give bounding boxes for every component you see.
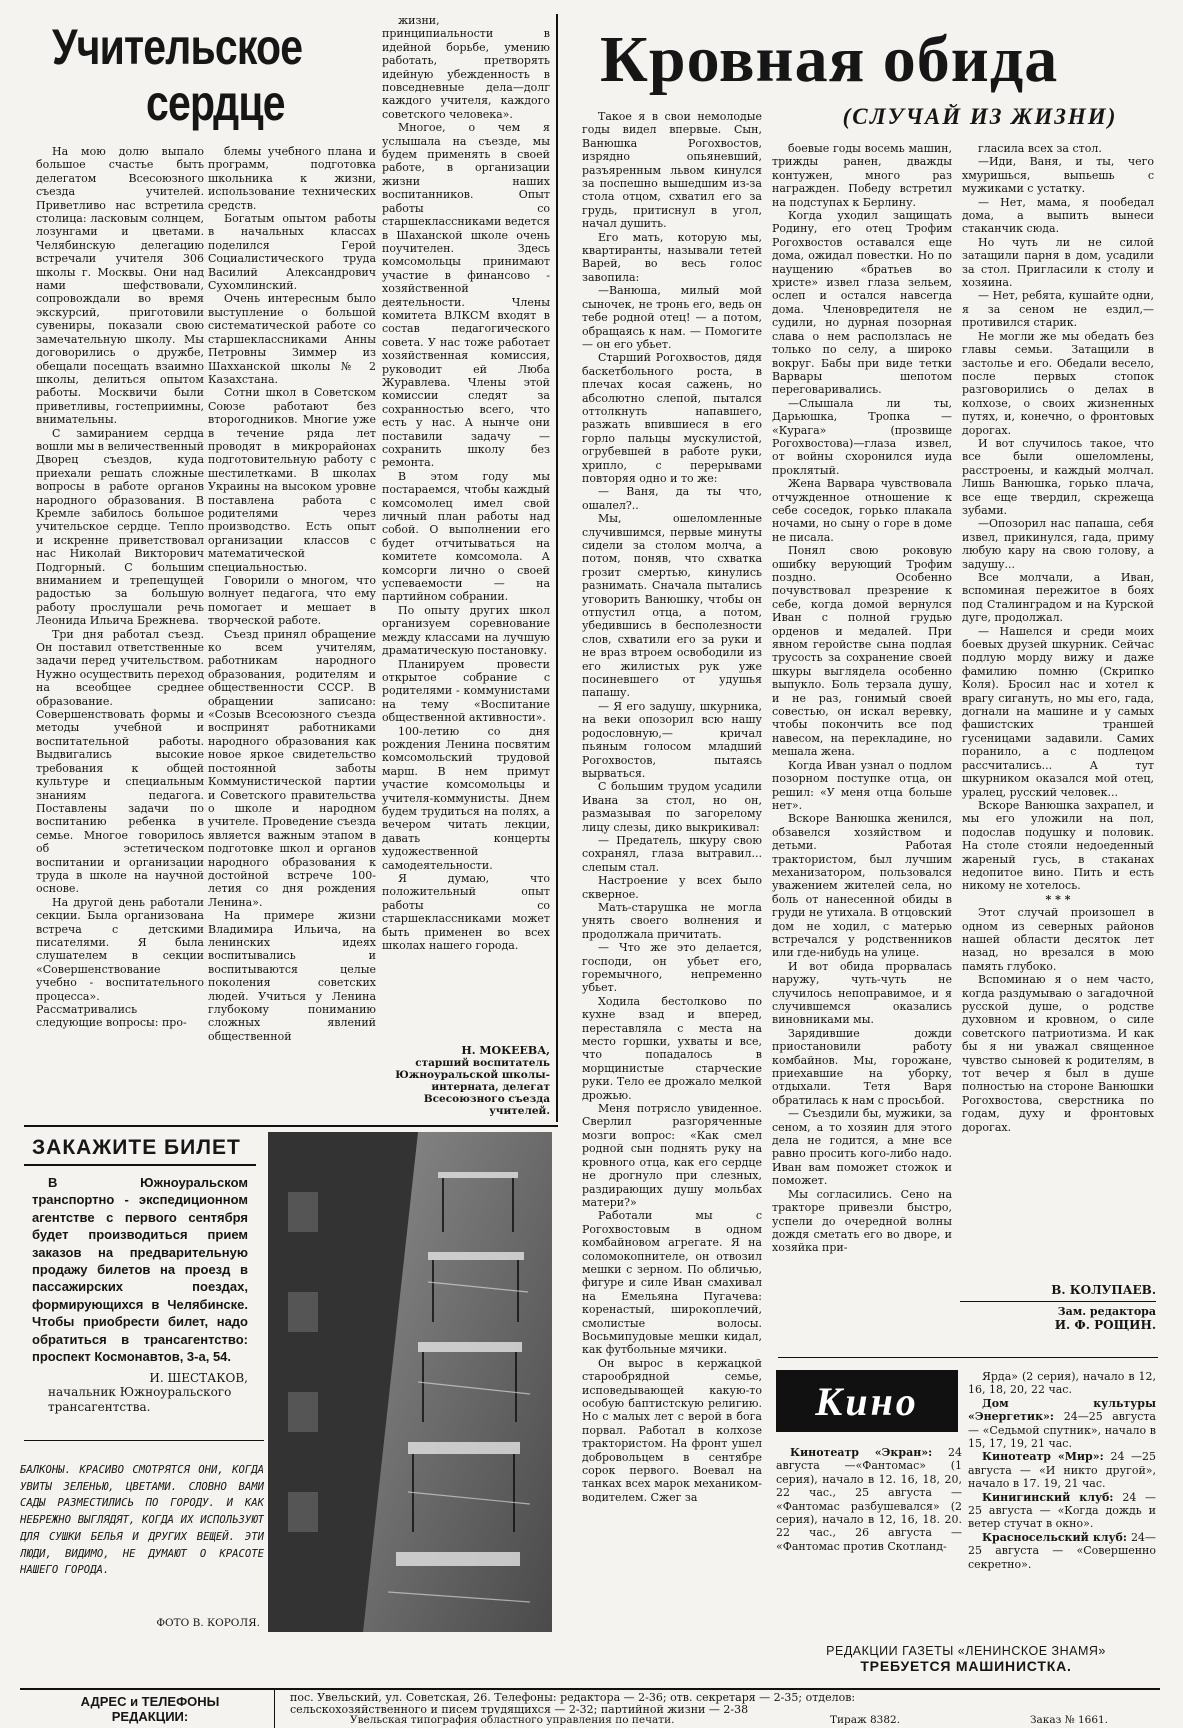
article1-paragraph: Говорили о многом, что волнует педагога, что ему помогает и мешает в творческой работе. <box>208 574 376 628</box>
article2-paragraph: Все молчали, а Иван, вспоминая пережитое в боях под Сталинградом и на Курской дуге, продолжал. <box>962 571 1154 625</box>
kino-venue: Дом культуры «Энергетик»: <box>968 1396 1156 1424</box>
footer-label-line1: АДРЕС и ТЕЛЕФОНЫ <box>80 1694 220 1709</box>
article1-paragraph: Очень интересным было выступление о большой систематической работе со старшеклассниками Анны Петровны Зиммер из Шахханской школы № 2 Казахстана. <box>208 292 376 386</box>
article2-paragraph: —Иди, Ваня, и ты, чего хмуришься, выпьешь с мужиками с устатку. <box>962 155 1154 196</box>
footer-printer-row <box>290 1714 1160 1728</box>
article1-col1 <box>36 145 204 1107</box>
article1-col3 <box>382 14 550 1014</box>
article2-paragraph: Жена Варвара чувствовала отчужденное отношение к себе соседок, горько плакала ночами, но сыну о горе в доме не писала. <box>772 477 952 544</box>
article1-paragraph: 100-летию со дня рождения Ленина посвятим комсомольский трудовой марш. В нем примут участие комсомольцы и учителя-коммунисты. Днем будем трудиться на полях, а вечером читать лекции, давать концерты художественной самодеятельности. <box>382 724 550 872</box>
article2-paragraph: —Опозорил нас папаша, себя извел, прикинулся, гада, приму любую кару на свою голову, а задушу... <box>962 517 1154 571</box>
article2-author: В. КОЛУПАЕВ. <box>1051 1283 1156 1297</box>
kino-venue: Красносельский клуб: <box>982 1530 1131 1544</box>
article2-paragraph: — Нет, ребята, кушайте одни, я за сеном не ездил,— противился старик. <box>962 289 1154 330</box>
notice-line1: РЕДАКЦИИ ГАЗЕТЫ «ЛЕНИНСКОЕ ЗНАМЯ» <box>826 1644 1106 1658</box>
article2-paragraph: Когда уходил защищать Родину, его отец Трофим Рогохвостов оставался еще дома, ожидал повестки. Но по наущению «братьев во христе» извел глаза зельем, ослеп и остался навсегда дома. Членовредителя не судили, но дурная позорная слава о нем расползлась не только по селу, а широко вокруг. Бабы при виде тетки Варвары шепотом переговаривались. <box>772 209 952 397</box>
article1-title-line1: Учительское <box>52 19 303 75</box>
article2-paragraph: Мы, ошеломленные случившимся, первые минуты сидели за столом молча, а потом, поняв, что схватка грозит смертью, кинулись разнимать. Сначала пытались уговорить Ванюшку, чтобы он отпустил отца, а потом, убедившись в бесполезности слов, схватили его за руки и не враз втроем освободили из его жилистых рук уже посиневшего от удушья папашу. <box>582 512 762 700</box>
article1-title-line2: сердце <box>146 75 285 131</box>
footer-label <box>40 1694 260 1728</box>
article1-paragraph: Сотни школ в Советском Союзе работают без второгодников. Многие уже в течение ряда лет проводят в микрорайонах подготовительную работу с шестилетками. В школах Украины на высоком уровне поставлена работа с родителями через производство. Есть опыт организации классов с математической специальностью. <box>208 386 376 574</box>
article1-paragraph: Три дня работал съезд. Он поставил ответственные задачи перед учительством. Нужно осуществить переход на всеобщее среднее образование. Совершенствовать формы и методы учебной и воспитательной работы. Выдвигались высокие требования к общей культуре и специальным знаниям педагога. Поставлены задачи по воспитанию ребенка в семье. Многое говорилось об эстетическом воспитании и организации труда в школе на научной основе. <box>36 627 204 896</box>
article2-paragraph: Этот случай произошел в одном из северных районов нашей области десяток лет назад, но врезался в мою память глубоко. <box>962 906 1154 973</box>
article2-paragraph: Его мать, которую мы, квартиранты, называли тетей Варей, во весь голос завопила: <box>582 230 762 284</box>
notice-typist <box>776 1644 1156 1680</box>
article2-signature <box>960 1283 1156 1353</box>
article2-paragraph: —Ванюша, милый мой сыночек, не тронь его, ведь он тебе родной отец! — а потом, обращаясь к нам. — Помогите — он его убьет. <box>582 284 762 351</box>
ticket-author-desc: начальник Южноуральского трансагентства. <box>48 1385 232 1415</box>
article2-paragraph: Вскоре Ванюшка захрапел, и мы его уложили на пол, подослав подушку и половик. На столе стояли недоеденный жареный гусь, в стаканах недопитое вино. Пить и есть никому не хотелось. <box>962 798 1154 893</box>
article1-paragraph: На другой день работали секции. Была организована встреча с детскими писателями. Я была слушателем в секции «Совершенствование учебно - воспитательного процесса». Рассматривались следующие вопросы: про- <box>36 895 204 1030</box>
article1-paragraph: Богатым опытом работы в начальных классах поделился Герой Социалистического труда Василий Александрович Сухомлинский. <box>208 212 376 293</box>
article1-paragraph: По опыту других школ организуем соревнование между классами на лучшую драматическую постановку. <box>382 603 550 658</box>
article2-paragraph: Вскоре Ванюшка женился, обзавелся хозяйством и детьми. Работая трактористом, был лучшим механизатором, пользовался уважением жителей села, но боль от нанесенной обиды в груди не утихала. В отцовский дом не ходил, с матерью встречался у родственников или где-нибудь на улице. <box>772 812 952 960</box>
article1-signature <box>382 1040 550 1120</box>
article2-paragraph: боевые годы восемь машин, трижды ранен, дважды контужен, много раз награжден. Победу встретил на подступах к Берлину. <box>772 142 952 209</box>
article1-paragraph: На мою долю выпало большое счастье быть делегатом Всесоюзного съезда учителей. Приветливо нас встретила столица: ласковым солнцем, лозунгами и цветами. Челябинскую делегацию встречали учителя 306 школы г. Москвы. Они над нами шефствовали, сопровождали во время экскурсий, приготовили сувениры, показали свою замечательную школу. Мы договорились о дружбе, обещали посещать взаимно школы, делиться опытом работы. Москвичи были приветливы, гостеприимны, внимательны. <box>36 145 204 427</box>
article1-paragraph: Планируем провести открытое собрание с родителями - коммунистами на тему «Воспитание общественной активности». <box>382 657 550 725</box>
kino-col2 <box>968 1370 1156 1638</box>
notice-line2: ТРЕБУЕТСЯ МАШИНИСТКА. <box>860 1658 1072 1674</box>
article2-paragraph: Меня потрясло увиденное. Сверлил разгоряченные мозги вопрос: «Как смел родной сын поднять руку на кровного отца, как его сердце не дрогнуло при слезных, раздирающих душу мольбах матери?» <box>582 1102 762 1209</box>
photo-caption <box>20 1462 264 1602</box>
article2-paragraph: Не могли же мы обедать без главы семьи. Затащили в застолье и его. Обедали весело, после первых стопок разговорились о делах в колхозе, о своих жизненных путях, и, конечно, о фронтовых дорогах. <box>962 329 1154 437</box>
article2-paragraph: Ходила бестолково по кухне взад и вперед, переставляла с места на место горшки, ухваты и все, что попадалось в морщинистые старческие руки. Тело ее дрожало мелкой дрожью. <box>582 994 762 1102</box>
article1-title <box>34 14 364 134</box>
photo-caption-text: БАЛКОНЫ. КРАСИВО СМОТРЯТСЯ ОНИ, КОГДА УВИТЫ ЗЕЛЕНЬЮ, ЦВЕТАМИ. СЛОВНО ВАМИ САДЫ РАЗМЕСТИЛИСЬ ПО ГОРОДУ. И КАК НЕБРЕЖНО ВЫГЛЯДЯТ, КОГДА ИХ ИСПОЛЬЗУЮТ ДЛЯ СУШКИ БЕЛЬЯ И ДРУГИХ ВЕЩЕЙ. ЭТИ ЛЮДИ, ВИДИМО, НЕ ДУМАЮТ О КРАСОТЕ НАШЕГО ГОРОДА. <box>20 1464 264 1577</box>
article2-paragraph: —Слышала ли ты, Дарьюшка, Тропка — «Курага» (прозвище Рогохвостова)—глаза извел, от войны схоронился иуда проклятый. <box>772 396 952 477</box>
article2-paragraph: Он вырос в кержацкой старообрядной семье, исповедывающей какую-то особую баптистскую религию. Но с малых лет с верой в бога порвал. Работал в колхозе трактористом. На фронт ушел добровольцем в сентябре сорок первого. Воевал на танках всех марок механиком-водителем. Сжег за <box>582 1356 762 1504</box>
ticket-body: В Южноуральском транспортно - экспедиционном агентстве с первого сентября будет производиться прием заказов на предварительную продажу билетов на проезд в пассажирских поездах, формирующихся в Челябинске. Чтобы приобрести билет, надо обратиться в трансагентство: проспект Космонавтов, 3-а, 54. <box>32 1175 248 1365</box>
kino-listing <box>968 1397 1156 1451</box>
article2-paragraph: Вспоминаю я о нем часто, когда раздумываю о загадочной русской душе, о родстве духовном и кровном, о силе советского патриотизма. И как бы я ни уважал священное чувство сыновей к родителям, в тот вечер я был в душе полностью на стороне Ванюшки Рогохвостова, сверстника по годам, духу и фронтовых дорогах. <box>962 973 1154 1134</box>
footer-circulation: Тираж 8382. <box>830 1714 901 1726</box>
kino-schedule: 24 — 25 августа — «Когда дождь и ветер стучат в окно». <box>968 1490 1156 1531</box>
article1-paragraph: блемы учебного плана и программ, подготовка школьника к жизни, использование технических средств. <box>208 145 376 212</box>
kino-listing <box>968 1370 1156 1397</box>
article2-paragraph: И вот обида прорвалась наружу, чуть-чуть не случилось непоправимое, и я случившемся оказались виновниками мы. <box>772 959 952 1027</box>
article2-paragraph: Работали мы с Рогохвостовым в одном комбайновом агрегате. Я на соломокопнителе, он отвозил мешки с зерном. По обличью, фигуре и силе Иван смахивал на Емельяна Пугачева: коренастый, широкоплечий, смолистые волосы. Восьмипудовые мешки кидал, как футбольные мячики. <box>582 1209 762 1357</box>
balconies-photo-image <box>268 1132 552 1632</box>
article2-subtitle: (СЛУЧАЙ ИЗ ЖИЗНИ) <box>842 104 1118 129</box>
footer-label-line2: РЕДАКЦИИ: <box>111 1709 189 1724</box>
article1-author: Н. МОКЕЕВА, <box>461 1044 550 1057</box>
photo-credit: ФОТО В. КОРОЛЯ. <box>156 1617 260 1629</box>
article2-paragraph: * * * <box>1045 892 1071 906</box>
kino-venue: Кинигинский клуб: <box>982 1490 1123 1504</box>
kino-venue: Кинотеатр «Экран»: <box>790 1446 948 1459</box>
article2-paragraph: С большим трудом усадили Ивана за стол, но он, размазывая по загорелому лицу слезы, дико выкрикивал: <box>582 780 762 834</box>
article2-paragraph: Старший Рогохвостов, дядя баскетбольного роста, в плечах косая сажень, но абсолютно слепой, пытался оттолкнуть напавшего, разжать впившиеся в его горло пальцы мускулистой, огрубевшей в работе руки, хрипло, с перерывами повторяя одно и то же: <box>582 351 762 485</box>
kino-listing <box>968 1491 1156 1531</box>
kino-section <box>776 1370 962 1640</box>
article1-paragraph: В этом году мы постараемся, чтобы каждый комсомолец имел свой личный план работы над собой. О выполнении его будет отчитываться на комитете комсомола. А комсорги лично о своей успеваемости — на партийном собрании. <box>382 469 550 604</box>
article1-paragraph: На примере жизни Владимира Ильича, на ленинских идеях воспитывались и воспитываются целые поколения советских людей. Учиться у Ленина глубокому пониманию сложных явлений общественной <box>208 909 376 1043</box>
article1-col2 <box>208 145 376 1107</box>
divider-horizontal-left <box>24 1125 558 1127</box>
article2-paragraph: гласила всех за стол. <box>978 142 1102 155</box>
footer-printer: Увельская типография областного управления по печати. <box>350 1714 675 1726</box>
article2-paragraph: — Съездили бы, мужики, за сеном, а то хозяин для этого дела не годится, а мне все равно просить кого-либо надо. Иван вам поможет стожок и поможет. <box>772 1107 952 1188</box>
footer-divider <box>20 1688 1160 1690</box>
divider-ticket <box>24 1440 264 1441</box>
article2-col1 <box>582 110 762 1690</box>
article1-paragraph: жизни, принципиальности в идейной борьбе, умению работать, претворять идейную убежденность в повседневные дела—долг каждого учителя, каждого советского человека». <box>382 14 550 121</box>
balconies-photo <box>268 1132 552 1632</box>
ticket-author: И. ШЕСТАКОВ, <box>149 1371 248 1386</box>
article1-paragraph: Многое, о чем я услышала на съезде, мы будем применять в своей работе, в организации жизни наших воспитанников. Опыт работы со старшеклассниками ведется в Шаханской школе очень поучителен. Здесь комсомольцы принимают участие в финансово - хозяйственной деятельности. Члены комитета ВЛКСМ входят в состав педагогического совета. У нас тоже работает хозяйственная комиссия, руководит ей Люба Журавлева. Члены этой комиссии следят за сохранностью всего, что есть у нас. А нынче они поставили задачу —сохранить школу без ремонта. <box>382 121 550 470</box>
divider-vertical-left <box>556 14 558 1122</box>
footer-vertical-divider <box>274 1690 275 1728</box>
kino-header <box>776 1370 958 1432</box>
article2-paragraph: Настроение у всех было скверное. <box>582 874 762 901</box>
kino-schedule: 24—25 августа — «Седьмой спутник», начало в 15, 17, 19, 21 час. <box>968 1410 1156 1451</box>
article2-paragraph: Когда Иван узнал о подлом позорном поступке отца, он решил: «У меня отца больше нет». <box>772 758 952 812</box>
footer-address-line1: пос. Увельский, ул. Советская, 26. Телефоны: редактора — 2-36; отв. секретаря — 2-35; отделов: <box>290 1692 856 1704</box>
article2-paragraph: — Нет, мама, я пообедал дома, а выпить вынеси стаканчик сюда. <box>962 195 1154 236</box>
article1-paragraph: С замиранием сердца вошли мы в величественный Дворец съездов, куда приехали решать сложные вопросы в работе органов народного образования. В Кремле забилось большое учительское сердце. Тепло и искренне приветствовал нас Николай Викторович Подгорный. С большим вниманием и трепещущей радостью за большую работу прослушали речь Леонида Ильича Брежнева. <box>36 426 204 628</box>
kino-schedule: 24 —25 августа — «И никто другой», начало в 17. 19, 21 час. <box>968 1450 1156 1491</box>
article2-paragraph: — Нашелся и среди моих боевых друзей шкурник. Сейчас подлую морду вижу и даже фамилию помню (Скрипко Коля). Бросил нас и хотел к врагу сигануть, но мы его, гада, догнали на машине и у самых фашистских траншей гусеницами задавили. Самих поранило, а с подлецом рассчитались... А тут шкурником оказался мой отец, уралец, русский человек... <box>962 624 1154 799</box>
editor-name: И. Ф. РОЩИН. <box>1054 1318 1156 1332</box>
article2-paragraph: Мы согласились. Сено на тракторе привезли быстро, успели до очередной волны дождя сметать его во дворе, и хозяйка при- <box>772 1187 952 1255</box>
article2-col3 <box>962 142 1154 1282</box>
article2-paragraph: И вот случилось такое, что все были ошеломлены, расстроены, и каждый молчал. Лишь Ванюшка, горько плача, все еще твердил, скрежеща зубами. <box>962 436 1154 517</box>
kino-schedule: Ярда» (2 серия), начало в 12, 16, 18, 20, 22 час. <box>968 1370 1156 1397</box>
article2-paragraph: Но чуть ли не силой затащили парня в дом, усадили за стол. Пригласили к столу и хозяина. <box>962 235 1154 290</box>
ticket-notice <box>24 1132 256 1422</box>
footer-order: Заказ № 1661. <box>1030 1714 1109 1726</box>
kino-venue: Кинотеатр «Мир»: <box>982 1450 1111 1464</box>
article2-paragraph: — Предатель, шкуру свою сохранял, глаза вытравил... слепым стал. <box>582 833 762 874</box>
kino-listing <box>968 1450 1156 1490</box>
kino-schedule: 24 августа —«Фантомас» (1 серия), начало в 12. 16, 18, 20, 22 час., 25 августа — «Фантомас разбушевался» (2 серия), начало в 12, 16, 18. 20. 22 час., 26 августа — «Фантомас против Скотланд- <box>776 1446 962 1553</box>
article2-col2 <box>772 142 952 1342</box>
article1-paragraph: Съезд принял обращение ко всем учителям, работникам народного образования, родителям и общественности СССР. В обращении записано: «Созыв Всесоюзного съезда воспринят работниками народного образования как новое яркое свидетельство постоянной заботы Коммунистической партии и Советского правительства о школе и народном учителе. Проведение съезда является важным этапом в подготовке школ и органов народного образования к достойной встрече 100-летия со дня рождения Ленина». <box>208 627 376 909</box>
article2-paragraph: Понял свою роковую ошибку верующий Трофим поздно. Особенно почувствовал презрение к себе, когда домой вернулся Иван с полной грудью орденов и медалей. При явном геройстве сына подлая трусость за сохранение своей шкуры выглядела особенно выпукло. Боль терзала душу, и не раз, гонимый своей совестью, он искал веревку, чтобы покончить все под навесом, на перекладине, но мешала жена. <box>772 544 952 759</box>
kino-schedule: 24—25 августа — «Совершенно секретно». <box>968 1530 1156 1571</box>
article2-paragraph: — Ваня, да ты что, ошалел?.. <box>582 485 762 512</box>
signature-divider <box>960 1301 1156 1302</box>
article2-paragraph: — Что же это делается, господи, он убьет его, горемычного, непременно убьет. <box>582 941 762 995</box>
article2-paragraph: Мать-старушка не могла унять своего волнения и продолжала причитать. <box>582 900 762 941</box>
article2-paragraph: Такое я в свои немолодые годы видел впервые. Сын, Ванюшка Рогохвостов, изрядно опьяневший, разъяренным львом кинулся за поспешно вышедшим из-за стола отцом, схватил его за грудь, притиснул в угол, начал душить. <box>582 110 762 231</box>
article2-title: Кровная обида <box>600 23 1059 96</box>
kino-item-1 <box>776 1446 962 1553</box>
article2-paragraph: Зарядившие дожди приостановили работу комбайнов. Мы, горожане, приехавшие на уборку, отдыхали. Тетя Варя обратилась к нам с просьбой. <box>772 1026 952 1107</box>
kino-listing <box>776 1446 962 1553</box>
kino-listing <box>968 1531 1156 1571</box>
footer-address-line2: сельскохозяйственного и писем трудящихся — 2-32; партийной жизни — 2-38 <box>290 1702 749 1714</box>
editor-title: Зам. редактора <box>1057 1305 1156 1318</box>
article2-paragraph: — Я его задушу, шкурника, на веки опозорил всю нашу родословную,— кричал пьяным голосом младший Рогохвостов, пытаясь вырваться. <box>582 699 762 780</box>
divider-kino-top <box>778 1357 1158 1358</box>
footer-address <box>290 1692 1160 1714</box>
kino-title: Кино <box>815 1378 919 1424</box>
article1-paragraph: Я думаю, что положительный опыт работы со старшеклассниками может быть применен во всех школах нашего города. <box>382 872 550 953</box>
article1-author-desc: старший воспитатель Южноуральской школы-интерната, делегат Всесоюзного съезда учителей. <box>395 1057 550 1118</box>
ticket-title: ЗАКАЖИТЕ БИЛЕТ <box>24 1132 256 1166</box>
